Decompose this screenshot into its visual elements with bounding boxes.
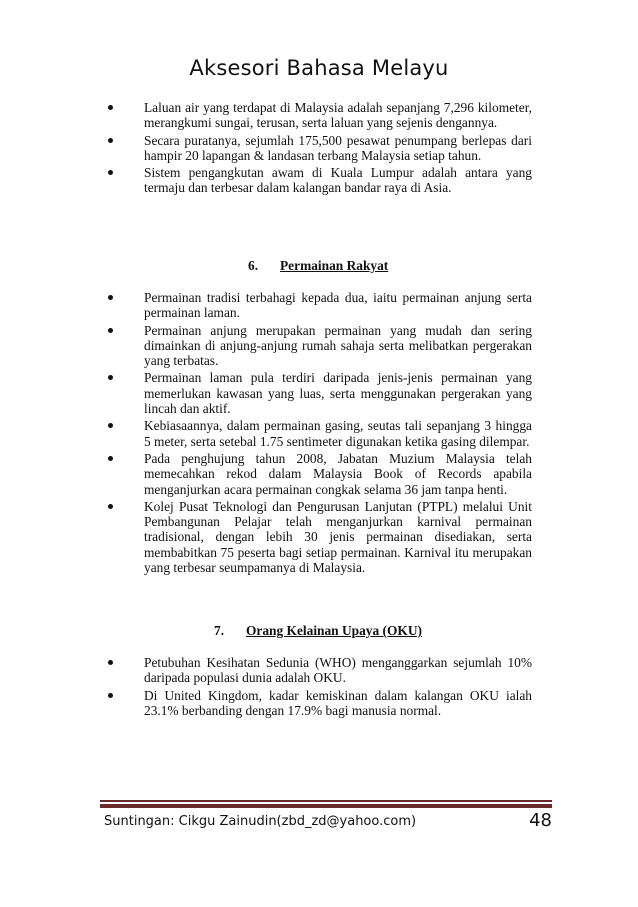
bullet-icon <box>108 456 113 461</box>
list-item <box>108 290 532 321</box>
list-item <box>108 323 532 369</box>
list-item <box>108 655 532 686</box>
bullet-icon <box>108 693 113 698</box>
section-number: 6. <box>248 258 259 273</box>
footer-editor-credit: Suntingan: Cikgu Zainudin(zbd_zd@yahoo.com) <box>104 814 417 829</box>
bullet-icon <box>108 660 113 665</box>
section-7-heading <box>214 623 422 638</box>
section-7-bullet-list <box>108 655 532 720</box>
list-item <box>108 100 532 131</box>
section-6-heading <box>248 258 388 273</box>
section-title: Permainan Rakyat <box>280 258 389 273</box>
bullet-icon <box>108 504 113 509</box>
list-item <box>108 165 532 196</box>
bullet-text: Permainan tradisi terbahagi kepada dua, iaitu permainan anjung serta permainan laman. <box>144 290 532 321</box>
list-item <box>108 499 532 575</box>
footer-divider <box>100 800 552 802</box>
list-item <box>108 451 532 497</box>
bullet-icon <box>108 375 113 380</box>
list-item <box>108 370 532 416</box>
bullet-text: Kolej Pusat Teknologi dan Pengurusan Lanjutan (PTPL) melalui Unit Pembangunan Pelajar telah menganjurkan karnival permainan tradisional, dengan lebih 30 jenis permainan disediakan, serta membabitkan 75 peserta bagi setiap permainan. Karnival itu merupakan yang terbesar seumpamanya di Malaysia. <box>144 498 532 576</box>
bullet-icon <box>108 295 113 300</box>
bullet-text: Kebiasaannya, dalam permainan gasing, seutas tali sepanjang 3 hingga 5 meter, serta setebal 1.75 sentimeter digunakan ketika gasing dilempar. <box>144 418 532 449</box>
bullet-icon <box>108 105 113 110</box>
bullet-text: Di United Kingdom, kadar kemiskinan dalam kalangan OKU ialah 23.1% berbanding dengan 17.9% bagi manusia normal. <box>144 687 532 718</box>
bullet-icon <box>108 328 113 333</box>
bullet-icon <box>108 170 113 175</box>
bullet-text: Secara puratanya, sejumlah 175,500 pesawat penumpang berlepas dari hampir 20 lapangan & landasan terbang Malaysia setiap tahun. <box>144 132 532 163</box>
bullet-text: Permainan anjung merupakan permainan yang mudah dan sering dimainkan di anjung-anjung rumah sahaja serta melibatkan pergerakan yang terbatas. <box>144 322 532 369</box>
bullet-icon <box>108 138 113 143</box>
section-6-bullet-list <box>108 290 532 577</box>
section-number: 7. <box>214 623 225 638</box>
intro-bullet-list <box>108 100 532 198</box>
bullet-text: Petubuhan Kesihatan Sedunia (WHO) menganggarkan sejumlah 10% daripada populasi dunia adalah OKU. <box>144 655 532 686</box>
section-title: Orang Kelainan Upaya (OKU) <box>246 623 422 638</box>
bullet-text: Sistem pengangkutan awam di Kuala Lumpur adalah antara yang termaju dan terbesar dalam kalangan bandar raya di Asia. <box>144 165 532 196</box>
footer-divider-thick <box>100 804 552 808</box>
bullet-icon <box>108 423 113 428</box>
bullet-text: Laluan air yang terdapat di Malaysia adalah sepanjang 7,296 kilometer, merangkumi sungai, terusan, serta laluan yang sejenis dengannya. <box>144 100 532 131</box>
bullet-text: Pada penghujung tahun 2008, Jabatan Muzium Malaysia telah memecahkan rekod dalam Malaysia Book of Records apabila menganjurkan acara permainan congkak selama 36 jam tanpa henti. <box>144 450 532 497</box>
page-number: 48 <box>529 810 552 831</box>
page-title: Aksesori Bahasa Melayu <box>189 56 449 80</box>
list-item <box>108 688 532 719</box>
list-item <box>108 133 532 164</box>
bullet-text: Permainan laman pula terdiri daripada jenis-jenis permainan yang memerlukan kawasan yang luas, serta menggunakan pergerakan yang lincah dan aktif. <box>144 370 532 417</box>
list-item <box>108 418 532 449</box>
